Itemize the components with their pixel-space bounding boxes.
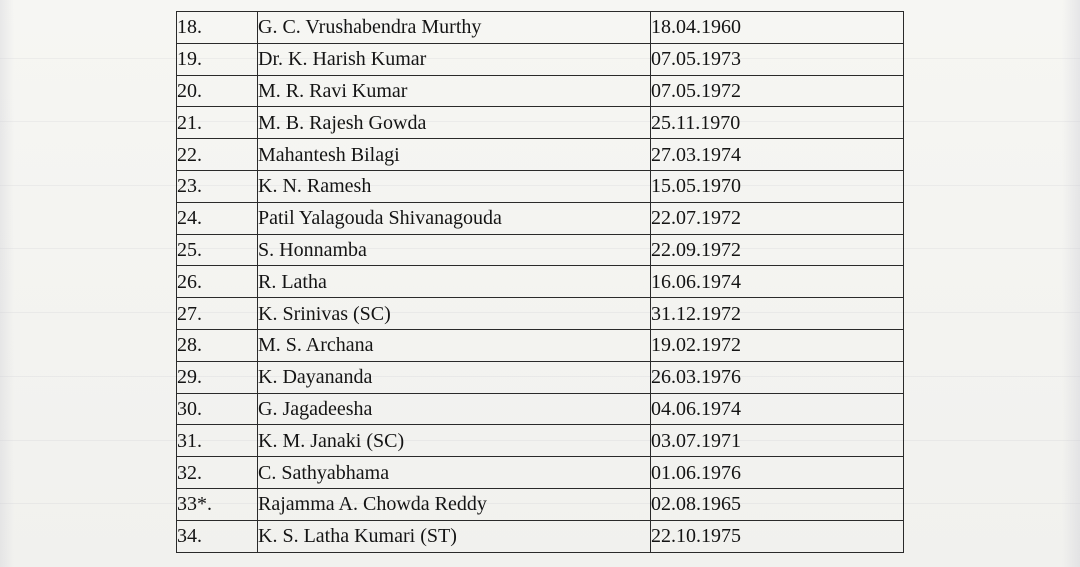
name-cell: G. Jagadeesha xyxy=(258,393,651,425)
serial-number-cell: 18. xyxy=(177,12,258,44)
name-cell: Dr. K. Harish Kumar xyxy=(258,43,651,75)
date-of-birth-cell: 22.09.1972 xyxy=(651,234,904,266)
name-cell: R. Latha xyxy=(258,266,651,298)
name-cell: M. S. Archana xyxy=(258,329,651,361)
table-row xyxy=(177,457,904,489)
table-row xyxy=(177,202,904,234)
table-row xyxy=(177,107,904,139)
serial-number-cell: 22. xyxy=(177,139,258,171)
table-row xyxy=(177,520,904,552)
date-of-birth-cell: 07.05.1973 xyxy=(651,43,904,75)
date-of-birth-cell: 25.11.1970 xyxy=(651,107,904,139)
table-row xyxy=(177,266,904,298)
serial-number-cell: 27. xyxy=(177,298,258,330)
table-row xyxy=(177,139,904,171)
officer-list-table xyxy=(176,11,904,553)
date-of-birth-cell: 01.06.1976 xyxy=(651,457,904,489)
name-cell: K. S. Latha Kumari (ST) xyxy=(258,520,651,552)
table-row xyxy=(177,298,904,330)
serial-number-cell: 25. xyxy=(177,234,258,266)
table-row xyxy=(177,12,904,44)
date-of-birth-cell: 19.02.1972 xyxy=(651,329,904,361)
page-edge-shadow-right xyxy=(1062,0,1080,567)
date-of-birth-cell: 16.06.1974 xyxy=(651,266,904,298)
date-of-birth-cell: 31.12.1972 xyxy=(651,298,904,330)
serial-number-cell: 32. xyxy=(177,457,258,489)
name-cell: K. Dayananda xyxy=(258,361,651,393)
table-row xyxy=(177,329,904,361)
table-row xyxy=(177,361,904,393)
serial-number-cell: 20. xyxy=(177,75,258,107)
serial-number-cell: 19. xyxy=(177,43,258,75)
date-of-birth-cell: 04.06.1974 xyxy=(651,393,904,425)
serial-number-cell: 30. xyxy=(177,393,258,425)
table-row xyxy=(177,170,904,202)
table-row xyxy=(177,393,904,425)
name-cell: K. N. Ramesh xyxy=(258,170,651,202)
name-cell: C. Sathyabhama xyxy=(258,457,651,489)
date-of-birth-cell: 02.08.1965 xyxy=(651,488,904,520)
name-cell: G. C. Vrushabendra Murthy xyxy=(258,12,651,44)
name-cell: Patil Yalagouda Shivanagouda xyxy=(258,202,651,234)
name-cell: M. R. Ravi Kumar xyxy=(258,75,651,107)
date-of-birth-cell: 18.04.1960 xyxy=(651,12,904,44)
name-cell: K. Srinivas (SC) xyxy=(258,298,651,330)
serial-number-cell: 26. xyxy=(177,266,258,298)
serial-number-cell: 34. xyxy=(177,520,258,552)
table-row xyxy=(177,234,904,266)
date-of-birth-cell: 27.03.1974 xyxy=(651,139,904,171)
serial-number-cell: 23. xyxy=(177,170,258,202)
name-cell: S. Honnamba xyxy=(258,234,651,266)
page-edge-shadow-left xyxy=(0,0,14,567)
serial-number-cell: 31. xyxy=(177,425,258,457)
table-row xyxy=(177,425,904,457)
name-cell: Mahantesh Bilagi xyxy=(258,139,651,171)
serial-number-cell: 33*. xyxy=(177,488,258,520)
table-row xyxy=(177,43,904,75)
date-of-birth-cell: 03.07.1971 xyxy=(651,425,904,457)
serial-number-cell: 29. xyxy=(177,361,258,393)
table-row xyxy=(177,488,904,520)
serial-number-cell: 28. xyxy=(177,329,258,361)
date-of-birth-cell: 22.07.1972 xyxy=(651,202,904,234)
date-of-birth-cell: 22.10.1975 xyxy=(651,520,904,552)
date-of-birth-cell: 15.05.1970 xyxy=(651,170,904,202)
table-row xyxy=(177,75,904,107)
serial-number-cell: 21. xyxy=(177,107,258,139)
name-cell: M. B. Rajesh Gowda xyxy=(258,107,651,139)
serial-number-cell: 24. xyxy=(177,202,258,234)
date-of-birth-cell: 07.05.1972 xyxy=(651,75,904,107)
name-cell: Rajamma A. Chowda Reddy xyxy=(258,488,651,520)
date-of-birth-cell: 26.03.1976 xyxy=(651,361,904,393)
name-cell: K. M. Janaki (SC) xyxy=(258,425,651,457)
